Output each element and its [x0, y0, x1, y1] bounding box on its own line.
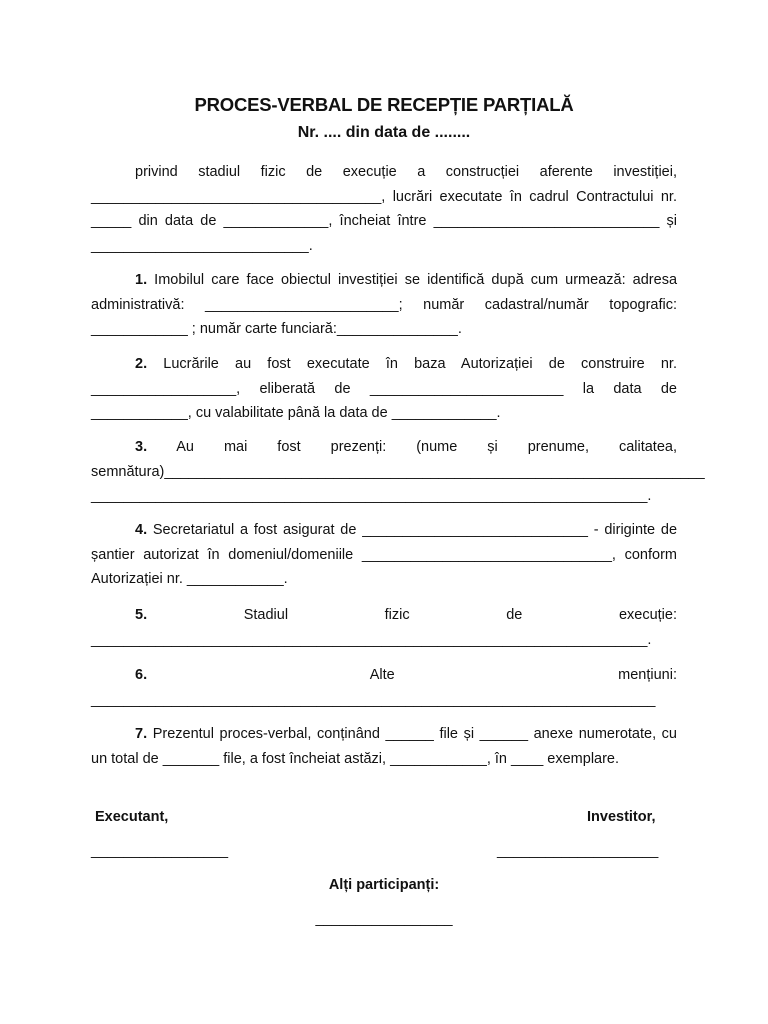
section-3 — [91, 435, 705, 509]
executant-signature-line: _________________ — [91, 843, 229, 859]
section-text: Imobilul care face obiectul investiției se identifică după cum urmează: adresa administrativă: ________________________; număr cadastral/număr topografic: ____________ ; număr carte funciară:_______________. — [91, 272, 678, 337]
section-2 — [91, 352, 677, 426]
section-7 — [91, 722, 677, 771]
section-text: Lucrările au fost executate în baza Autorizației de construire nr. __________________, eliberată de ________________________ la data de ____________, cu valabilitate până la data de _____________. — [91, 356, 677, 421]
section-number: 2. — [135, 356, 148, 372]
section-text: Secretariatul a fost asigurat de ____________________________ - diriginte de șantier autorizat în domeniul/domeniile _______________________________, conform Autorizației nr. ____________. — [91, 522, 678, 587]
document-title: PROCES-VERBAL DE RECEPȚIE PARȚIALĂ — [194, 94, 574, 115]
document-number-date: Nr. .... din data de ........ — [297, 124, 471, 141]
section-number: 4. — [135, 522, 148, 538]
section-text: Au mai fost prezenți: (nume și prenume, calitatea, semnătura)___________________________________________________________________ _____________________________________________________________________. — [91, 439, 705, 504]
section-number: 5. — [135, 607, 148, 623]
section-number: 3. — [135, 439, 148, 455]
intro-paragraph: privind stadiul fizic de execuție a construcției aferente investiției, ____________________________________, lucrări executate în cadrul Contractului nr. _____ din data de _____________, încheiat între ____________________________ și ___________________________. — [91, 164, 677, 254]
document-page — [91, 0, 705, 1024]
section-text: Stadiul fizic de execuție: _____________________________________________________________________. — [91, 607, 677, 648]
section-5 — [91, 603, 677, 652]
section-number: 1. — [135, 272, 148, 288]
section-number: 7. — [135, 726, 148, 742]
other-participants-line: _________________ — [315, 911, 453, 927]
other-participants-label: Alți participanți: — [328, 877, 440, 893]
section-text: Alte mențiuni: ______________________________________________________________________ — [91, 667, 677, 708]
investitor-label: Investitor, — [587, 809, 656, 825]
section-4 — [91, 518, 677, 592]
executant-label: Executant, — [95, 809, 169, 825]
section-text: Prezentul proces-verbal, conținând ______ file și ______ anexe numerotate, cu un total de _______ file, a fost încheiat astăzi, ____________, în ____ exemplare. — [91, 726, 677, 767]
section-1 — [91, 268, 677, 342]
section-6 — [91, 663, 677, 712]
section-number: 6. — [135, 667, 148, 683]
investitor-signature-line: ____________________ — [497, 843, 659, 859]
